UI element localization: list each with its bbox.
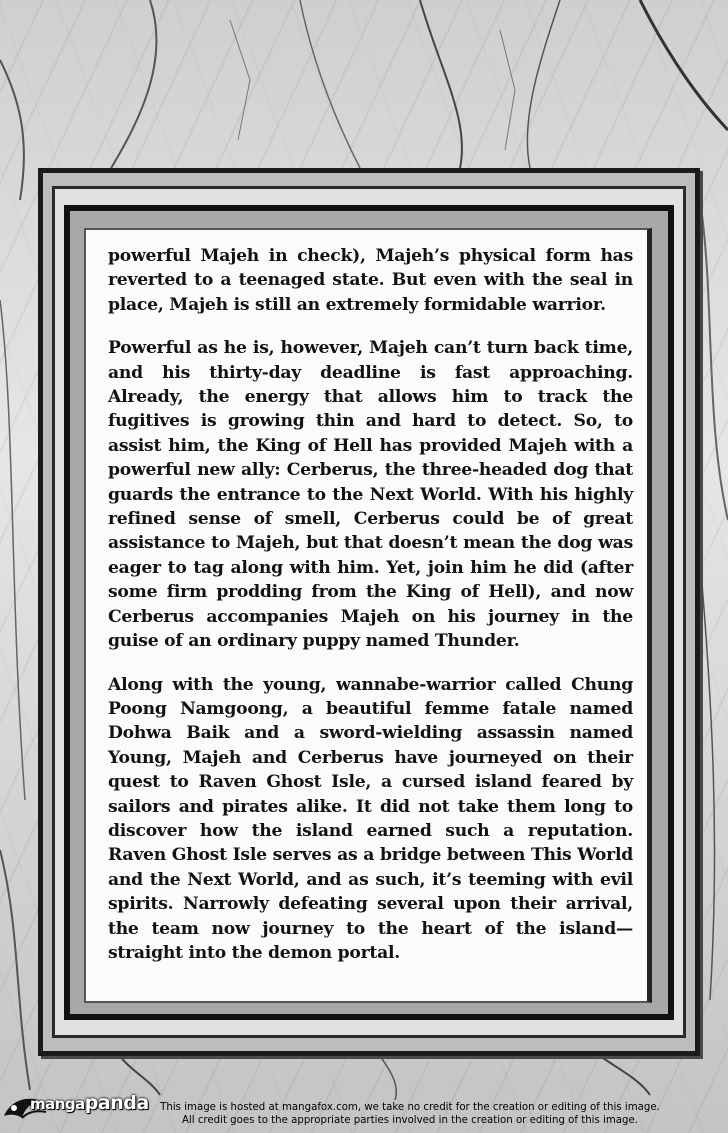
credit-line-1: This image is hosted at mangafox.com, we take no credit for the creation or editing of this image. — [160, 1102, 660, 1113]
paragraph-3: Along with the young, wannabe-warrior called Chung Poong Namgoong, a beautiful femme fatale named Dohwa Baik and a sword-wielding assassin named Young, Majeh and Cerberus have journeyed on their quest to Raven Ghost Isle, a cursed island feared by sailors and pirates alike. It did not take them long to discover how the island earned such a reputation. Raven Ghost Isle serves as a bridge between This World and the Next World, and as such, it’s teeming with evil spirits. Narrowly defeating several upon their arrival, the team now journey to the heart of the island—straight into the demon portal. — [108, 674, 633, 963]
paragraph-1: powerful Majeh in check), Majeh’s physical form has reverted to a teenaged state. But even with the seal in place, Majeh is still an extremely formidable warrior. — [108, 246, 633, 315]
paragraph-2: Powerful as he is, however, Majeh can’t turn back time, and his thirty-day deadline is fast approaching. Already, the energy that allows him to track the fugitives is growing thin and hard to detect. So, to assist him, the King of Hell has provided Majeh with a powerful new ally: Cerberus, the three-headed dog that guards the entrance to the Next World. With his highly refined sense of smell, Cerberus could be of great assistance to Majeh, but that doesn’t mean the dog was eager to tag along with him. Yet, join him he did (after some firm prodding from the King of Hell), and now Cerberus accompanies Majeh on his journey in the guise of an ordinary puppy named Thunder. — [108, 338, 633, 652]
footer — [0, 1090, 728, 1133]
logo-manga-text: manga — [30, 1095, 85, 1113]
credit-line-2: All credit goes to the appropriate parties involved in the creation or editing of this image. — [181, 1115, 639, 1126]
text-panel — [84, 228, 652, 1003]
logo-panda-text: panda — [84, 1092, 149, 1114]
